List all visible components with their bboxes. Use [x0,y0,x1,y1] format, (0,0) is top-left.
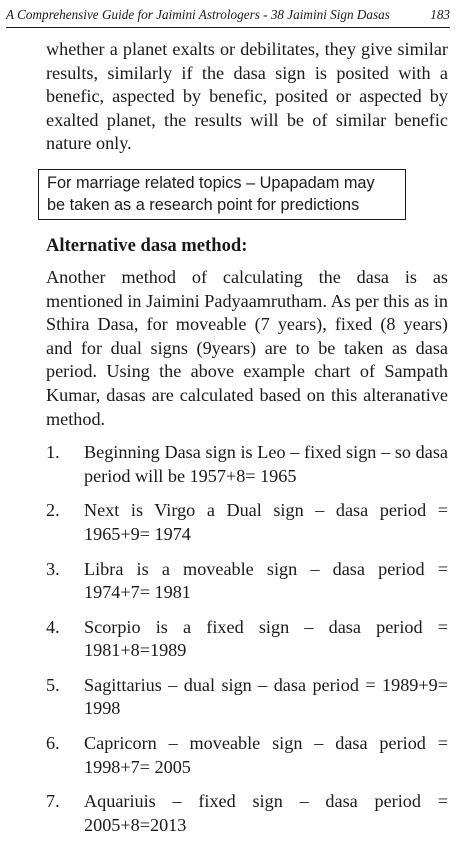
list-item-number: 7. [46,791,60,812]
opening-paragraph: whether a planet exalts or debilitates, they give similar results, similarly if the dasa sign is posited with a benefic, aspected by benefic, posited or aspected by exalted planet, the results will be of similar benefic nature only. [46,39,448,154]
list-item-text: Next is Virgo a Dual sign – dasa period = 1965+9= 1974 [84,500,448,544]
list-item-number: 6. [46,733,60,754]
running-head [6,4,450,26]
list-item [46,441,448,488]
list-item-number: 5. [46,674,60,695]
running-head-title: A Comprehensive Guide for Jaimini Astrologers - 38 Jaimini Sign Dasas [6,7,390,22]
list-item-text: Beginning Dasa sign is Leo – fixed sign – so dasa period will be 1957+8= 1965 [84,442,448,486]
list-item [46,674,448,721]
list-item-number: 3. [46,558,60,579]
list-item [46,558,448,605]
list-item [46,790,448,837]
list-item-text: Libra is a moveable sign – dasa period = 1974+7= 1981 [84,558,448,603]
header-rule [6,27,450,28]
list-item [46,499,448,546]
dasa-steps-list [46,441,448,837]
page-number: 183 [430,7,450,22]
list-item-number: 2. [46,500,60,521]
list-item-number: 1. [46,442,60,463]
section-heading: Alternative dasa method: [46,234,248,256]
list-item [46,732,448,779]
section-intro-paragraph: Another method of calculating the dasa is as mentioned in Jaimini Padyaamrutham. As per this as in Sthira Dasa, for moveable (7 years), fixed (8 years) and for dual signs (9years) are to be taken as dasa period. Using the above example chart of Sampath Kumar, dasas are calculated based on this alteranative method. [46,266,448,429]
list-item-text: Sagittarius – dual sign – dasa period = 1989+9= 1998 [84,674,448,719]
list-item-text: Aquariuis – fixed sign – dasa period = 2005+8=2013 [84,791,448,835]
list-item-number: 4. [46,616,60,637]
callout-box: For marriage related topics – Upapadam may be taken as a research point for predictions [38,169,406,220]
list-item-text: Capricorn – moveable sign – dasa period = 1998+7= 2005 [84,733,448,777]
list-item [46,616,448,663]
list-item-text: Scorpio is a fixed sign – dasa period = 1981+8=1989 [84,616,448,661]
page-body [46,38,448,848]
